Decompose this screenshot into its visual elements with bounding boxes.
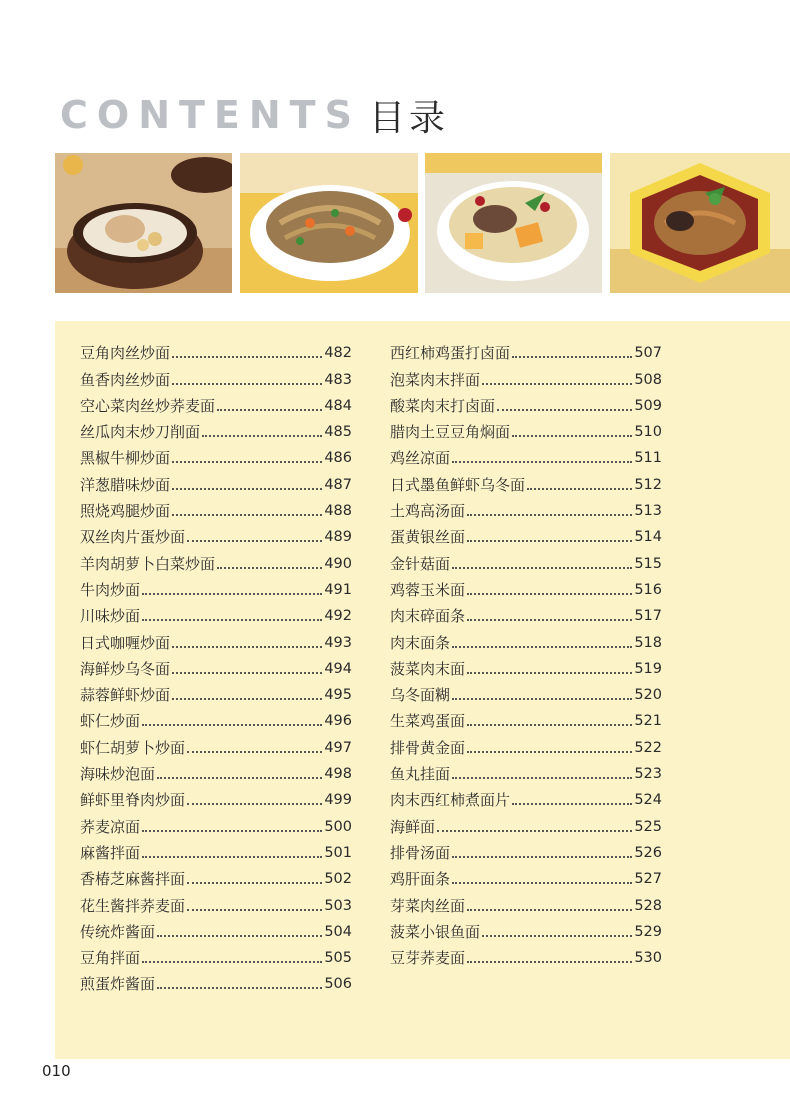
toc-entry[interactable] [80,783,352,809]
toc-entry-page: 489 [324,529,352,546]
toc-entry-title: 丝瓜肉末炒刀削面 [80,423,201,442]
toc-entry[interactable] [80,599,352,625]
dot-leader [142,593,322,595]
toc-entry-title: 海鲜面 [390,817,436,836]
toc-entry-page: 530 [634,950,662,967]
contents-title-chinese: 目录 [368,97,449,139]
toc-entry[interactable] [390,362,662,388]
toc-entry-page: 521 [634,713,662,730]
toc-entry-page: 518 [634,634,662,651]
dot-leader [497,409,632,411]
toc-entry-title: 虾仁炒面 [80,712,141,731]
dot-leader [172,356,322,358]
toc-entry-page: 501 [324,844,352,861]
dot-leader [142,856,322,858]
noodle-soup-bowl-photo [425,153,602,293]
toc-entry-title: 日式咖喱炒面 [80,633,171,652]
toc-entry[interactable] [390,441,662,467]
dot-leader [217,567,322,569]
toc-entry[interactable] [390,809,662,835]
toc-entry-page: 522 [634,739,662,756]
toc-entry[interactable] [390,625,662,651]
toc-entry[interactable] [390,941,662,967]
toc-entry-page: 508 [634,371,662,388]
dot-leader [467,724,632,726]
toc-entry[interactable] [390,783,662,809]
toc-entry[interactable] [80,441,352,467]
toc-entry-page: 499 [324,792,352,809]
toc-entry-page: 529 [634,923,662,940]
toc-entry[interactable] [80,704,352,730]
dot-leader [142,619,322,621]
dot-leader [467,909,632,911]
toc-entry-page: 490 [324,555,352,572]
toc-entry[interactable] [390,546,662,572]
toc-entry-page: 505 [324,950,352,967]
toc-entry-title: 豆角拌面 [80,949,141,968]
dot-leader [172,698,322,700]
toc-entry-page: 485 [324,424,352,441]
dot-leader [467,961,632,963]
toc-entry-title: 花生酱拌荞麦面 [80,896,186,915]
toc-entry[interactable] [80,888,352,914]
toc-entry-title: 西红柿鸡蛋打卤面 [390,344,511,363]
toc-entry-title: 空心菜肉丝炒荞麦面 [80,396,216,415]
toc-entry-title: 酸菜肉末打卤面 [390,396,496,415]
dot-leader [467,751,632,753]
toc-entry-page: 486 [324,450,352,467]
dot-leader [217,409,322,411]
toc-entry[interactable] [390,494,662,520]
dot-leader [187,803,322,805]
dot-leader [142,724,322,726]
toc-entry-title: 蒜蓉鲜虾炒面 [80,686,171,705]
toc-entry-page: 491 [324,581,352,598]
toc-entry-title: 鱼丸挂面 [390,765,451,784]
toc-entry-title: 豆角肉丝炒面 [80,344,171,363]
toc-entry-title: 腊肉土豆豆角焖面 [390,423,511,442]
toc-entry[interactable] [390,888,662,914]
toc-entry[interactable] [80,520,352,546]
toc-entry[interactable] [390,599,662,625]
toc-entry-page: 528 [634,897,662,914]
toc-entry-page: 507 [634,345,662,362]
toc-entry-page: 494 [324,660,352,677]
toc-column-left [80,336,352,993]
toc-entry[interactable] [80,546,352,572]
toc-entry-page: 511 [634,450,662,467]
toc-entry-title: 泡菜肉末拌面 [390,370,481,389]
dot-leader [157,777,322,779]
toc-entry[interactable] [390,678,662,704]
toc-entry-title: 金针菇面 [390,554,451,573]
toc-entry-page: 487 [324,476,352,493]
toc-entry-title: 照烧鸡腿炒面 [80,502,171,521]
toc-entry-title: 土鸡高汤面 [390,502,466,521]
dot-leader [437,830,632,832]
stir-fried-noodles-photo [240,153,418,293]
toc-entry-page: 488 [324,503,352,520]
toc-entry[interactable] [80,941,352,967]
dot-leader [482,935,632,937]
toc-entry[interactable] [390,704,662,730]
toc-entry-page: 495 [324,687,352,704]
toc-entry-page: 512 [634,476,662,493]
toc-entry-page: 519 [634,660,662,677]
toc-entry[interactable] [80,652,352,678]
dot-leader [172,461,322,463]
toc-entry-page: 523 [634,766,662,783]
dot-leader [452,777,632,779]
toc-entry-title: 肉末碎面条 [390,607,466,626]
toc-entry-title: 鱼香肉丝炒面 [80,370,171,389]
dot-leader [467,593,632,595]
toc-entry-page: 506 [324,976,352,993]
toc-entry-page: 492 [324,608,352,625]
toc-entry-title: 鸡蓉玉米面 [390,580,466,599]
dot-leader [172,488,322,490]
toc-entry-title: 牛肉炒面 [80,580,141,599]
toc-entry-title: 芽菜肉丝面 [390,896,466,915]
toc-entry[interactable] [390,862,662,888]
toc-entry-page: 504 [324,923,352,940]
toc-entry[interactable] [390,652,662,678]
dot-leader [172,672,322,674]
toc-entry-page: 482 [324,345,352,362]
toc-entry-title: 肉末面条 [390,633,451,652]
toc-entry-page: 502 [324,871,352,888]
toc-entry-title: 海味炒泡面 [80,765,156,784]
dot-leader [467,514,632,516]
dot-leader [202,435,322,437]
page-heading [60,90,449,140]
toc-entry[interactable] [390,836,662,862]
toc-entry-title: 乌冬面糊 [390,686,451,705]
photo-strip [55,153,790,293]
toc-entry-title: 香椿芝麻酱拌面 [80,870,186,889]
toc-entry[interactable] [390,415,662,441]
toc-entry-title: 双丝肉片蛋炒面 [80,528,186,547]
dot-leader [452,882,632,884]
toc-entry-title: 虾仁胡萝卜炒面 [80,738,186,757]
toc-entry-title: 鸡肝面条 [390,870,451,889]
toc-entry-page: 514 [634,529,662,546]
toc-entry-title: 排骨汤面 [390,843,451,862]
toc-entry[interactable] [80,967,352,993]
toc-entry[interactable] [80,467,352,493]
toc-entry[interactable] [390,467,662,493]
toc-entry-title: 羊肉胡萝卜白菜炒面 [80,554,216,573]
toc-entry-page: 526 [634,844,662,861]
toc-entry-page: 515 [634,555,662,572]
toc-entry-page: 498 [324,766,352,783]
dot-leader [157,987,322,989]
toc-entry[interactable] [390,573,662,599]
toc-entry-page: 524 [634,792,662,809]
dot-leader [512,435,632,437]
dot-leader [527,488,632,490]
toc-entry[interactable] [80,362,352,388]
toc-entry-title: 蛋黄银丝面 [390,528,466,547]
toc-entry-page: 510 [634,424,662,441]
toc-entry-title: 海鲜炒乌冬面 [80,659,171,678]
dot-leader [512,803,632,805]
toc-entry[interactable] [390,389,662,415]
contents-title-english: CONTENTS [60,93,361,137]
page-number: 010 [42,1062,71,1080]
dot-leader [187,540,322,542]
toc-entry-page: 525 [634,818,662,835]
toc-entry-title: 传统炸酱面 [80,922,156,941]
toc-entry[interactable] [80,625,352,651]
toc-entry-page: 527 [634,871,662,888]
toc-entry-title: 肉末西红柿煮面片 [390,791,511,810]
toc-column-right [390,336,662,967]
toc-entry[interactable] [80,573,352,599]
dot-leader [172,514,322,516]
dot-leader [467,672,632,674]
sauce-noodles-plate-photo [610,153,790,293]
dot-leader [452,698,632,700]
toc-entry[interactable] [80,389,352,415]
toc-entry[interactable] [390,757,662,783]
dot-leader [452,461,632,463]
toc-entry-title: 生菜鸡蛋面 [390,712,466,731]
dot-leader [157,935,322,937]
dot-leader [142,961,322,963]
toc-entry-title: 麻酱拌面 [80,843,141,862]
toc-entry-page: 509 [634,397,662,414]
toc-entry[interactable] [80,757,352,783]
toc-entry-title: 豆芽荞麦面 [390,949,466,968]
dot-leader [187,882,322,884]
toc-entry-page: 497 [324,739,352,756]
dot-leader [452,856,632,858]
toc-entry[interactable] [390,336,662,362]
toc-entry[interactable] [80,336,352,362]
toc-entry-title: 川味炒面 [80,607,141,626]
toc-entry-title: 黑椒牛柳炒面 [80,449,171,468]
toc-entry-title: 鲜虾里脊肉炒面 [80,791,186,810]
dot-leader [467,540,632,542]
dot-leader [467,619,632,621]
toc-entry[interactable] [390,730,662,756]
dot-leader [172,646,322,648]
toc-entry-title: 鸡丝凉面 [390,449,451,468]
toc-entry[interactable] [80,862,352,888]
toc-entry-page: 500 [324,818,352,835]
toc-entry-title: 菠菜肉末面 [390,659,466,678]
toc-entry-page: 496 [324,713,352,730]
toc-entry-title: 菠菜小银鱼面 [390,922,481,941]
toc-entry-title: 日式墨鱼鲜虾乌冬面 [390,475,526,494]
toc-entry-title: 煎蛋炸酱面 [80,975,156,994]
toc-entry[interactable] [80,494,352,520]
toc-entry[interactable] [80,730,352,756]
toc-entry-page: 484 [324,397,352,414]
toc-entry[interactable] [80,415,352,441]
toc-entry-title: 荞麦凉面 [80,817,141,836]
toc-entry-page: 493 [324,634,352,651]
toc-entry[interactable] [390,520,662,546]
toc-entry-page: 517 [634,608,662,625]
dot-leader [142,830,322,832]
toc-entry-title: 排骨黄金面 [390,738,466,757]
toc-entry-title: 洋葱腊味炒面 [80,475,171,494]
dot-leader [452,646,632,648]
toc-entry[interactable] [80,915,352,941]
dot-leader [187,909,322,911]
dot-leader [452,567,632,569]
toc-entry-page: 516 [634,581,662,598]
clay-pot-soup-photo [55,153,232,293]
toc-entry-page: 520 [634,687,662,704]
dot-leader [187,751,322,753]
dot-leader [172,383,322,385]
dot-leader [512,356,632,358]
dot-leader [482,383,632,385]
toc-entry-page: 483 [324,371,352,388]
toc-entry[interactable] [80,809,352,835]
toc-entry[interactable] [80,678,352,704]
toc-entry[interactable] [80,836,352,862]
toc-entry-page: 513 [634,503,662,520]
toc-entry[interactable] [390,915,662,941]
toc-entry-page: 503 [324,897,352,914]
